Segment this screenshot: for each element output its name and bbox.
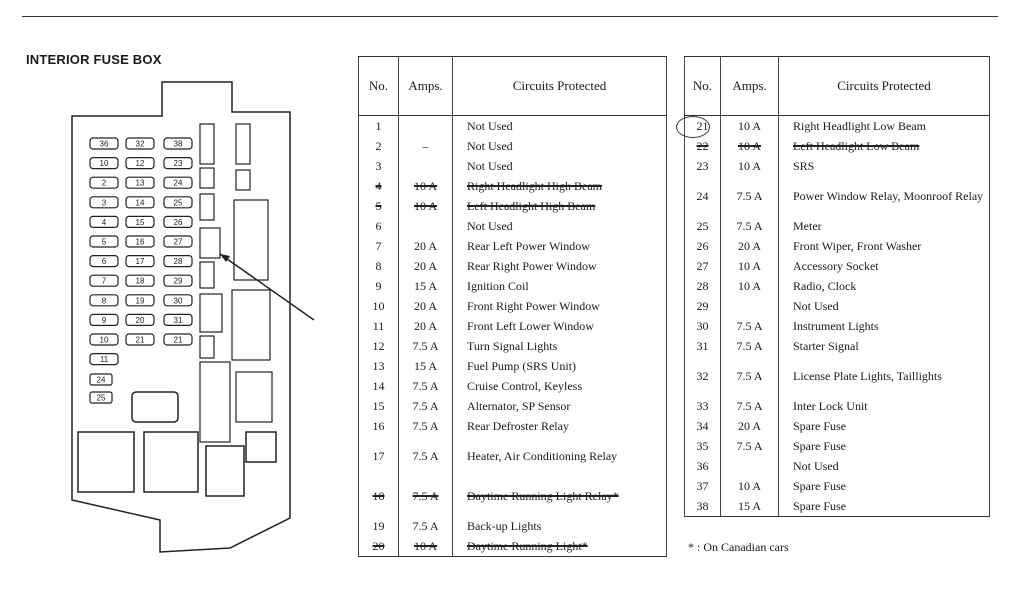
fuse-circuit: Meter — [779, 216, 990, 236]
fuse-slot-label: 27 — [173, 237, 183, 247]
fuse-table-right — [684, 56, 990, 517]
fuse-amps — [721, 456, 779, 476]
fuse-slot-label: 8 — [101, 296, 107, 306]
fuse-circuit: Power Window Relay, Moonroof Relay — [779, 176, 990, 216]
page-title: INTERIOR FUSE BOX — [26, 52, 162, 67]
relay-block-right — [206, 446, 244, 496]
fuse-amps: 7.5 A — [721, 216, 779, 236]
fuse-circuit: Spare Fuse — [779, 436, 990, 456]
fuse-number: 21 — [685, 116, 721, 137]
table-row — [685, 316, 990, 336]
fuse-circuit: Spare Fuse — [779, 496, 990, 517]
fuse-circuit: Not Used — [453, 156, 667, 176]
fuse-circuit: Rear Defroster Relay — [453, 416, 667, 436]
pointer-arrow — [220, 254, 314, 320]
fuse-slot-label: 7 — [101, 276, 107, 286]
fuse-number: 20 — [359, 536, 399, 557]
table-row — [359, 136, 667, 156]
table-row — [359, 336, 667, 356]
fuse-slot-label: 2 — [101, 178, 107, 188]
fuse-number: 32 — [685, 356, 721, 396]
fuse-amps — [399, 216, 453, 236]
table-row — [685, 356, 990, 396]
fuse-slot-label: 6 — [101, 257, 107, 267]
fuse-slot-label: 13 — [135, 178, 145, 188]
fuse-circuit: Spare Fuse — [779, 416, 990, 436]
fuse-slot-label: 25 — [173, 198, 183, 208]
table-row — [685, 216, 990, 236]
fuse-number: 2 — [359, 136, 399, 156]
table-row — [685, 336, 990, 356]
circle-highlight-21 — [676, 116, 710, 138]
fuse-circuit: Not Used — [453, 136, 667, 156]
fuse-circuit: Not Used — [453, 116, 667, 137]
fuse-number: 14 — [359, 376, 399, 396]
fuse-amps: 7.5 A — [721, 176, 779, 216]
fuse-circuit: Left Headlight Low Beam — [779, 136, 990, 156]
fuse-amps: 7.5 A — [721, 316, 779, 336]
table-row — [359, 216, 667, 236]
fuse-slot-label: 5 — [101, 237, 107, 247]
fuse-number: 17 — [359, 436, 399, 476]
fuse-slot-label: 14 — [135, 198, 145, 208]
fuse-slot-label: 11 — [99, 355, 109, 365]
fuse-amps: 20 A — [721, 416, 779, 436]
fuse-circuit: Right Headlight Low Beam — [779, 116, 990, 137]
fuse-number: 22 — [685, 136, 721, 156]
fuse-amps: 10 A — [721, 116, 779, 137]
fuse-slot-label: 20 — [135, 315, 145, 325]
fuse-slot-label: 21 — [173, 335, 183, 345]
fuse-number: 16 — [359, 416, 399, 436]
relay-block-center — [144, 432, 198, 492]
fuse-slot-label: 4 — [101, 217, 107, 227]
fuse-number: 19 — [359, 516, 399, 536]
fuse-number: 5 — [359, 196, 399, 216]
fuse-amps: 7.5 A — [721, 336, 779, 356]
fuse-circuit: Heater, Air Conditioning Relay — [453, 436, 667, 476]
fuse-number: 28 — [685, 276, 721, 296]
fuse-amps: 7.5 A — [399, 396, 453, 416]
fuse-slot-label: 9 — [101, 315, 107, 325]
fuse-circuit: Inter Lock Unit — [779, 396, 990, 416]
relay-small-right — [246, 432, 276, 462]
fuse-slot-label: 26 — [173, 217, 183, 227]
fuse-number: 8 — [359, 256, 399, 276]
fuse-amps: 7.5 A — [399, 376, 453, 396]
fuse-slot-label: 17 — [135, 257, 145, 267]
table-row — [685, 496, 990, 517]
header-amps: Amps. — [721, 57, 779, 116]
fuse-number: 15 — [359, 396, 399, 416]
fuse-amps: 10 A — [721, 256, 779, 276]
table-row — [359, 196, 667, 216]
fuse-amps: 20 A — [721, 236, 779, 256]
table-row — [685, 416, 990, 436]
table-row — [685, 456, 990, 476]
fuse-amps: 10 A — [721, 276, 779, 296]
fuse-amps: 7.5 A — [721, 436, 779, 456]
fuse-circuit: Front Wiper, Front Washer — [779, 236, 990, 256]
fuse-circuit: Radio, Clock — [779, 276, 990, 296]
fuse-amps — [399, 116, 453, 137]
fuse-number: 23 — [685, 156, 721, 176]
fuse-circuit: Daytime Running Light Relay* — [453, 476, 667, 516]
fuse-number: 35 — [685, 436, 721, 456]
table-row — [359, 156, 667, 176]
fuse-table-left — [358, 56, 667, 557]
table-row — [359, 296, 667, 316]
table-row — [685, 116, 990, 137]
fuse-amps: 10 A — [399, 196, 453, 216]
fuse-slot-label: 19 — [135, 296, 145, 306]
fuse-number: 3 — [359, 156, 399, 176]
fuse-number: 30 — [685, 316, 721, 336]
fuse-number: 10 — [359, 296, 399, 316]
fuse-number: 33 — [685, 396, 721, 416]
fuse-amps: 20 A — [399, 296, 453, 316]
fuse-amps: 7.5 A — [399, 516, 453, 536]
fuse-circuit: Not Used — [779, 296, 990, 316]
table-row — [685, 176, 990, 216]
fuse-amps: 7.5 A — [721, 396, 779, 416]
fuse-amps: 7.5 A — [399, 336, 453, 356]
fuse-amps: 15 A — [721, 496, 779, 517]
fuse-circuit: Starter Signal — [779, 336, 990, 356]
table-row — [359, 516, 667, 536]
table-row — [359, 316, 667, 336]
header-circuits: Circuits Protected — [779, 57, 990, 116]
fuse-slot-label: 24 — [173, 178, 183, 188]
fuse-circuit: Not Used — [453, 216, 667, 236]
fuse-amps: 7.5 A — [721, 356, 779, 396]
table-row — [685, 296, 990, 316]
fuse-amps — [399, 156, 453, 176]
table-row — [685, 276, 990, 296]
fuse-slot-label: 24 — [96, 375, 106, 385]
fuse-amps: 10 A — [721, 476, 779, 496]
relay-block-left — [78, 432, 134, 492]
fuse-slot-label: 23 — [173, 159, 183, 169]
fuse-slot-label: 36 — [99, 139, 109, 149]
fuse-slot-label: 16 — [135, 237, 145, 247]
fuse-amps: 7.5 A — [399, 436, 453, 476]
fuse-number: 26 — [685, 236, 721, 256]
fuse-amps: 20 A — [399, 236, 453, 256]
fuse-circuit: Ignition Coil — [453, 276, 667, 296]
fuse-amps: 20 A — [399, 256, 453, 276]
fuse-number: 25 — [685, 216, 721, 236]
fuse-slot-label: 31 — [173, 315, 183, 325]
fuse-number: 11 — [359, 316, 399, 336]
fuse-circuit: Left Headlight High Beam — [453, 196, 667, 216]
relay-bottom-mid — [132, 392, 178, 422]
fuse-circuit: Rear Left Power Window — [453, 236, 667, 256]
table-row — [685, 396, 990, 416]
fuse-number: 9 — [359, 276, 399, 296]
fuse-circuit: Instrument Lights — [779, 316, 990, 336]
fuse-number: 34 — [685, 416, 721, 436]
fuse-circuit: Not Used — [779, 456, 990, 476]
table-row — [359, 436, 667, 476]
fuse-number: 31 — [685, 336, 721, 356]
fuse-amps: 15 A — [399, 276, 453, 296]
fuse-circuit: Fuel Pump (SRS Unit) — [453, 356, 667, 376]
fuse-amps: 10 A — [399, 176, 453, 196]
table-row — [685, 156, 990, 176]
fuse-circuit: License Plate Lights, Taillights — [779, 356, 990, 396]
fuse-amps — [721, 296, 779, 316]
table-row — [685, 236, 990, 256]
fuse-number: 24 — [685, 176, 721, 216]
fuse-circuit: Right Headlight High Beam — [453, 176, 667, 196]
fuse-amps: 20 A — [399, 316, 453, 336]
fuse-amps: 10 A — [721, 156, 779, 176]
fuse-slot-label: 18 — [135, 276, 145, 286]
fuse-circuit: Rear Right Power Window — [453, 256, 667, 276]
table-row — [685, 436, 990, 456]
table-row — [359, 536, 667, 557]
header-no: No. — [359, 57, 399, 116]
fuse-slot-label: 30 — [173, 296, 183, 306]
fuse-amps: 7.5 A — [399, 476, 453, 516]
fuse-slot-label: 29 — [173, 276, 183, 286]
header-no: No. — [685, 57, 721, 116]
fuse-slot-label: 25 — [96, 393, 106, 403]
fuse-circuit: Front Right Power Window — [453, 296, 667, 316]
fuse-number: 29 — [685, 296, 721, 316]
fuse-number: 37 — [685, 476, 721, 496]
table-row — [685, 256, 990, 276]
fuse-slot-label: 12 — [135, 159, 145, 169]
header-amps: Amps. — [399, 57, 453, 116]
fuse-number: 38 — [685, 496, 721, 517]
fuse-number: 7 — [359, 236, 399, 256]
header-circuits: Circuits Protected — [453, 57, 667, 116]
fuse-slot-label: 21 — [135, 335, 145, 345]
fuse-number: 1 — [359, 116, 399, 137]
fuse-circuit: Back-up Lights — [453, 516, 667, 536]
fuse-circuit: Turn Signal Lights — [453, 336, 667, 356]
table-row — [359, 416, 667, 436]
fuse-circuit: Daytime Running Light* — [453, 536, 667, 557]
fuse-number: 18 — [359, 476, 399, 516]
fuse-slot-label: 3 — [101, 198, 107, 208]
fuse-circuit: Alternator, SP Sensor — [453, 396, 667, 416]
table-row — [685, 476, 990, 496]
footnote: * : On Canadian cars — [688, 540, 789, 554]
fuse-number: 27 — [685, 256, 721, 276]
fuse-circuit: Front Left Lower Window — [453, 316, 667, 336]
fuse-box-diagram — [0, 0, 340, 600]
fuse-slot-label: 28 — [173, 257, 183, 267]
fuse-slot-label: 10 — [99, 159, 109, 169]
table-row — [359, 476, 667, 516]
fuse-slot-label: 38 — [173, 139, 183, 149]
fuse-amps: – — [399, 136, 453, 156]
fuse-slot-label: 10 — [99, 335, 109, 345]
table-row — [359, 356, 667, 376]
table-row — [359, 396, 667, 416]
fuse-circuit: SRS — [779, 156, 990, 176]
fuse-number: 13 — [359, 356, 399, 376]
table-row — [359, 256, 667, 276]
table-row — [685, 136, 990, 156]
fuse-amps: 7.5 A — [399, 416, 453, 436]
fuse-slot-label: 15 — [135, 217, 145, 227]
fuse-amps: 15 A — [399, 356, 453, 376]
table-row — [359, 176, 667, 196]
table-row — [359, 116, 667, 137]
fuse-amps: 10 A — [721, 136, 779, 156]
fuse-amps: 10 A — [399, 536, 453, 557]
table-row — [359, 376, 667, 396]
table-row — [359, 276, 667, 296]
fuse-number: 4 — [359, 176, 399, 196]
fuse-number: 36 — [685, 456, 721, 476]
fuse-circuit: Cruise Control, Keyless — [453, 376, 667, 396]
fuse-circuit: Accessory Socket — [779, 256, 990, 276]
fuse-slot-label: 32 — [135, 139, 145, 149]
fuse-circuit: Spare Fuse — [779, 476, 990, 496]
fuse-number: 12 — [359, 336, 399, 356]
table-row — [359, 236, 667, 256]
fuse-number: 6 — [359, 216, 399, 236]
